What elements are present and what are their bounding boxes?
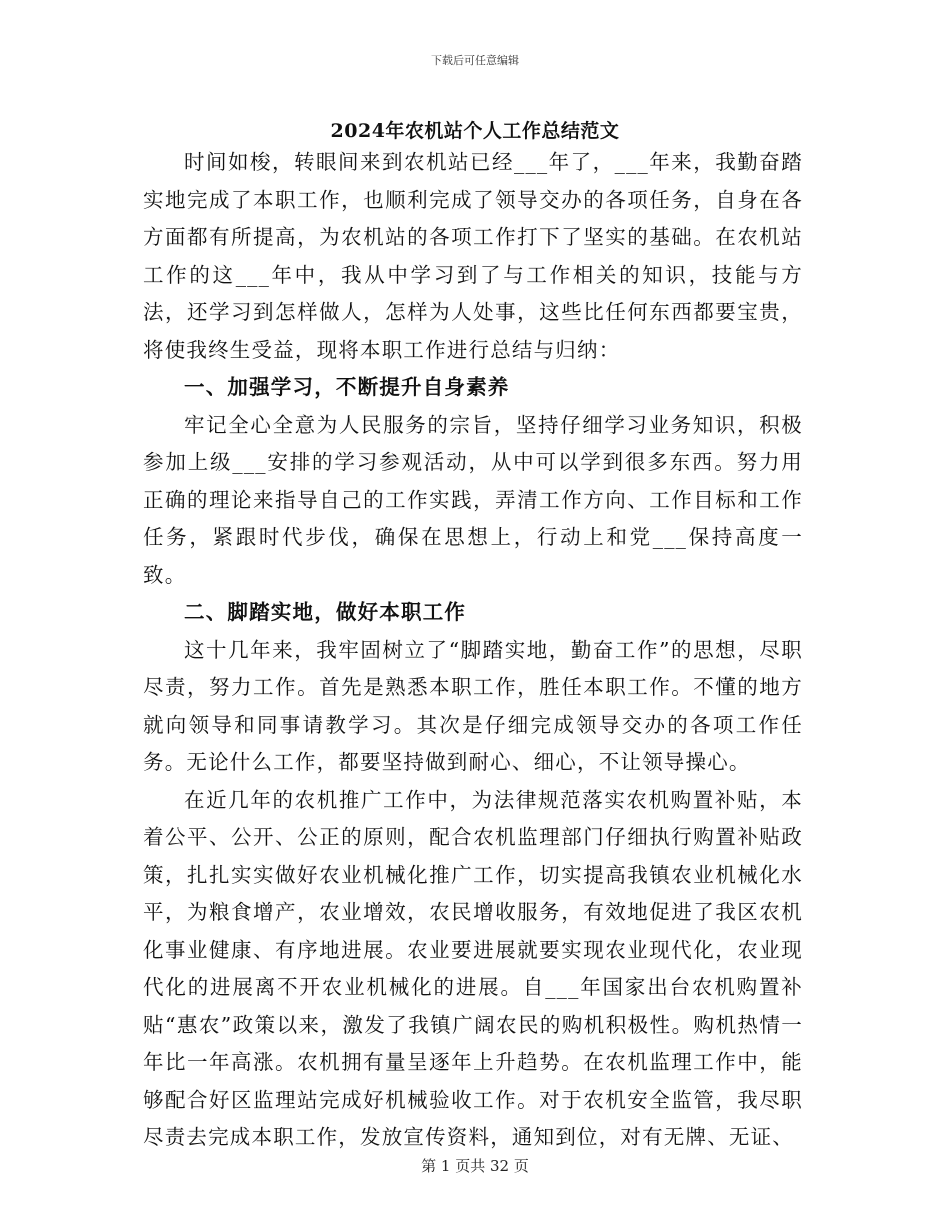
section-heading-1: 一、加强学习，不断提升自身素养	[184, 375, 510, 399]
intro-paragraph: 时间如梭，转眼间来到农机站已经___年了，___年来，我勤奋踏实地完成了本职工作，也顺利完成了领导交办的各项任务，自身在各方面都有所提高，为农机站的各项工作打下了坚实的基础。在农机站工作的这___年中，我从中学习到了与工作相关的知识，技能与方法，还学习到怎样做人，怎样为人处事，这些比任何东西都要宝贵，将使我终生受益，现将本职工作进行总结与归纳：	[143, 150, 803, 362]
section-heading-2: 二、脚踏实地，做好本职工作	[184, 600, 467, 624]
section-2-paragraph-1: 这十几年来，我牢固树立了“脚踏实地，勤奋工作”的思想，尽职尽责，努力工作。首先是熟悉本职工作，胜任本职工作。不懂的地方就向领导和同事请教学习。其次是仔细完成领导交办的各项工作任务。无论什么工作，都要坚持做到耐心、细心，不让领导操心。	[143, 637, 803, 774]
document-title: 2024年农机站个人工作总结范文	[330, 120, 620, 142]
section-1-paragraph: 牢记全心全意为人民服务的宗旨，坚持仔细学习业务知识，积极参加上级___安排的学习参观活动，从中可以学到很多东西。努力用正确的理论来指导自己的工作实践，弄清工作方向、工作目标和工作任务，紧跟时代步伐，确保在思想上，行动上和党___保持高度一致。	[143, 412, 803, 587]
page-header-note: 下载后可任意编辑	[431, 54, 519, 67]
document-body	[143, 144, 803, 1157]
section-2-paragraph-2: 在近几年的农机推广工作中，为法律规范落实农机购置补贴，本着公平、公开、公正的原则，配合农机监理部门仔细执行购置补贴政策，扎扎实实做好农业机械化推广工作，切实提高我镇农业机械化水平，为粮食增产，农业增效，农民增收服务，有效地促进了我区农机化事业健康、有序地进展。农业要进展就要实现农业现代化，农业现代化的进展离不开农业机械化的进展。自___年国家出台农机购置补贴“惠农”政策以来，激发了我镇广阔农民的购机积极性。购机热情一年比一年高涨。农机拥有量呈逐年上升趋势。在农机监理工作中，能够配合好区监理站完成好机械验收工作。对于农机安全监管，我尽职尽责去完成本职工作，发放宣传资料，通知到位，对有无牌、无证、	[143, 787, 803, 1149]
page-footer-number: 第 1 页共 32 页	[421, 1157, 529, 1175]
